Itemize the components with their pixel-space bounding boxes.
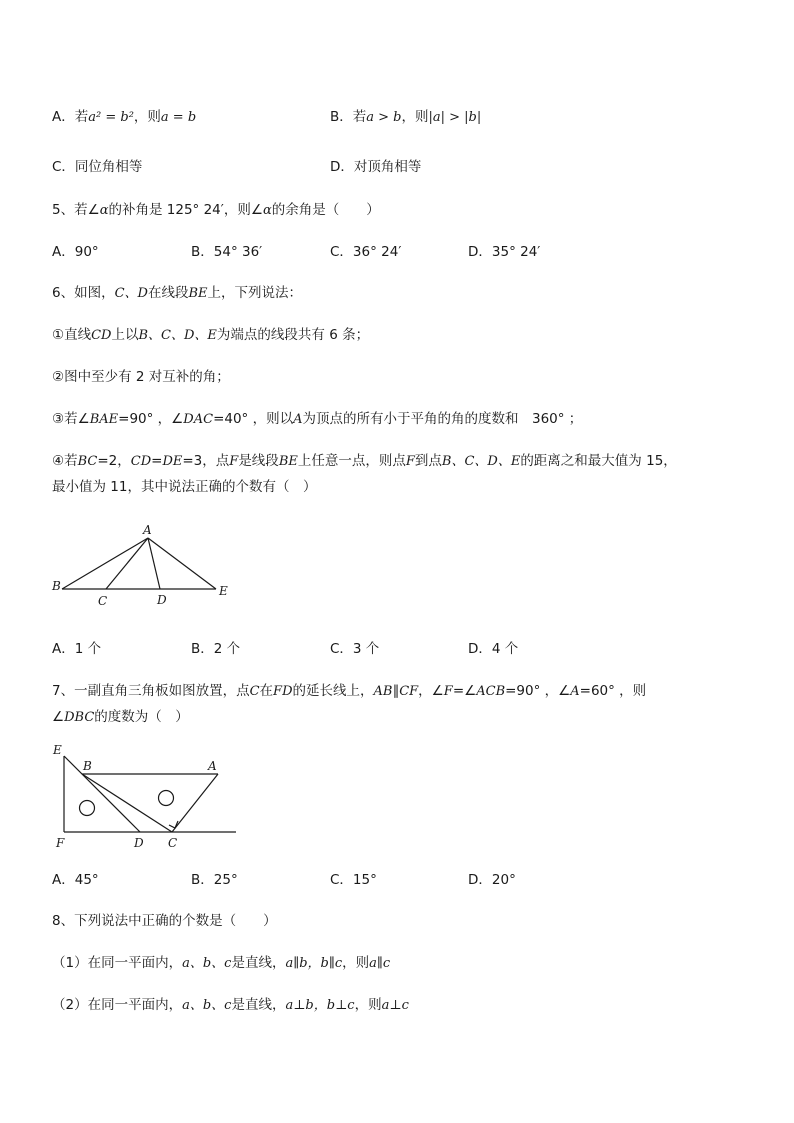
q4-option-a-label: A．若: [52, 109, 89, 125]
q7-stem-b: 在: [259, 683, 274, 699]
q7-a: A: [570, 684, 580, 699]
q6-s4-e: 是线段: [238, 453, 279, 469]
q4-option-b-expr: a > b: [366, 110, 402, 125]
q7-circle-right: [159, 791, 174, 806]
q6-be: BE: [188, 286, 208, 301]
q4-option-b-result: |a| > |b|: [428, 110, 482, 125]
q7-dbc: DBC: [64, 710, 95, 725]
q5-option-d: D．35° 24′: [468, 244, 541, 260]
q7-c: C: [249, 684, 260, 699]
q6-s1-cd: CD: [91, 328, 112, 343]
q6-s3-b: =90° ，∠: [118, 411, 184, 427]
q6-s4-d: =3，点: [182, 453, 230, 469]
q5-var2: α: [262, 203, 272, 218]
q7-stem-e: =∠: [452, 683, 477, 699]
q6-stem-a: 6、如图，: [52, 285, 115, 301]
q8-s1-f: a∥c: [369, 956, 391, 971]
q4-option-a-result: a = b: [160, 110, 197, 125]
q5-stem-b: 的补角是 125° 24′，则∠: [108, 202, 263, 218]
q6-s4-a: ④若: [52, 453, 78, 469]
q6-segment-ab: [62, 538, 148, 589]
q6-label-c: C: [98, 594, 108, 608]
q8-s1-c: 是直线，: [231, 955, 286, 971]
q7-stem-a: 7、一副直角三角板如图放置，点: [52, 683, 250, 699]
q6-segment-ac: [106, 538, 148, 589]
q8-s1-d: a∥b，b∥c: [285, 956, 343, 971]
q4-option-d: D．对顶角相等: [330, 159, 422, 175]
q6-s3-a: ③若∠: [52, 411, 90, 427]
q8-s1-b: a、b、c: [182, 956, 232, 971]
q6-s4-F: F: [405, 454, 415, 469]
q6-s1-b: 上以: [111, 327, 139, 343]
q6-statement-2: ②图中至少有 2 对互补的角；: [52, 369, 230, 385]
q8-statement-2: [52, 996, 409, 1015]
q7-label-d: D: [134, 836, 144, 850]
q6-label-e: E: [219, 584, 228, 598]
q6-s4-f2: 上任意一点，则点: [297, 453, 406, 469]
q7-stem-g: =60° ，则: [579, 683, 647, 699]
q5-option-b: B．54° 36′: [191, 244, 263, 260]
q6-statement-4: [52, 452, 677, 471]
q7-stem: [52, 682, 646, 701]
q5-var: α: [99, 203, 109, 218]
q4-option-a-expr: a² = b²: [88, 110, 134, 125]
q6-option-c: C．3 个: [330, 641, 380, 657]
q7-cf: CF: [399, 684, 419, 699]
q8-s2-d: a⊥b，b⊥c: [285, 998, 355, 1013]
q7-segment-ed: [64, 756, 140, 832]
q7-label-a: A: [208, 759, 217, 773]
q7-stem-f: =90° ，∠: [505, 683, 571, 699]
q6-s1-a: ①直线: [52, 327, 92, 343]
q6-s4-g: 到点: [414, 453, 442, 469]
q7-label-b: B: [83, 759, 92, 773]
q7-option-a: A．45°: [52, 872, 99, 888]
q7-parallel: ∥: [392, 683, 400, 699]
q6-s3-bae: BAE: [89, 412, 119, 427]
q5-option-a: A．90°: [52, 244, 99, 260]
q7-option-d: D．20°: [468, 872, 516, 888]
q7-circle-left: [80, 801, 95, 816]
q7-fd: FD: [273, 684, 293, 699]
q7-line2-b: 的度数为（ ）: [94, 709, 189, 725]
q6-s4-f: F: [229, 454, 239, 469]
q6-s4-bc: BC: [77, 454, 98, 469]
q6-s4-be: BE: [278, 454, 298, 469]
q7-acb: ACB: [476, 684, 506, 699]
q8-s2-e: ，则: [354, 997, 382, 1013]
q7-line2-a: ∠: [52, 709, 65, 725]
q6-option-a: A．1 个: [52, 641, 102, 657]
q8-s2-f: a⊥c: [381, 998, 409, 1013]
q6-s4-b: =2，: [97, 453, 131, 469]
q6-label-b: B: [52, 579, 61, 593]
q8-s2-a: （2）在同一平面内，: [52, 997, 183, 1013]
q6-stem-c: 上，下列说法：: [207, 285, 303, 301]
q6-s4-c: =: [151, 453, 163, 469]
q7-ab: AB: [373, 684, 393, 699]
q6-s3-vertex: A: [293, 412, 303, 427]
q6-s1-points: B、C、D、E: [138, 328, 217, 343]
q8-s2-b: a、b、c: [182, 998, 232, 1013]
q8-s1-a: （1）在同一平面内，: [52, 955, 183, 971]
q4-option-b-sep: ，则: [401, 109, 429, 125]
q7-stem-d: ，∠: [418, 683, 444, 699]
q6-s4-de: DE: [162, 454, 183, 469]
q6-s3-d: 为顶点的所有小于平角的角的度数和 360° ；: [302, 411, 583, 427]
q6-statement-4-line2: 最小值为 11，其中说法正确的个数有（ ）: [52, 479, 317, 495]
q6-stem-b: 在线段: [147, 285, 189, 301]
q6-label-a: A: [143, 523, 152, 537]
q5-stem-c: 的余角是（ ）: [271, 202, 380, 218]
q7-option-b: B．25°: [191, 872, 238, 888]
q6-s4-cd: CD: [130, 454, 152, 469]
q7-stem-line2: [52, 708, 189, 727]
q4-option-a: [52, 108, 196, 127]
q8-statement-1: [52, 954, 390, 973]
q7-label-f: F: [56, 836, 65, 850]
q7-figure: [48, 740, 248, 855]
q4-option-b-label: B．若: [330, 109, 367, 125]
q7-f: F: [443, 684, 453, 699]
q8-s1-e: ，则: [342, 955, 370, 971]
q7-stem-c: 的延长线上，: [292, 683, 374, 699]
q7-segment-ca: [172, 774, 218, 832]
q6-s4-points: B、C、D、E: [441, 454, 521, 469]
q6-s4-h: 的距离之和最大值为 15，: [520, 453, 677, 469]
q4-option-b: [330, 108, 481, 127]
q8-stem: 8、下列说法中正确的个数是（ ）: [52, 913, 277, 929]
q5-stem-a: 5、若∠: [52, 202, 100, 218]
q4-option-a-sep: ，则: [133, 109, 161, 125]
q6-label-d: D: [157, 593, 167, 607]
q4-option-c: C．同位角相等: [52, 159, 143, 175]
q6-s1-c: 为端点的线段共有 6 条；: [216, 327, 370, 343]
q6-statement-1: [52, 326, 369, 345]
q8-s2-c: 是直线，: [231, 997, 286, 1013]
q7-label-c: C: [168, 836, 178, 850]
q5-option-c: C．36° 24′: [330, 244, 402, 260]
q6-stem: [52, 284, 302, 303]
q6-option-b: B．2 个: [191, 641, 241, 657]
q5-stem: [52, 201, 380, 220]
q6-cd: C、D: [114, 286, 148, 301]
q6-figure: [48, 520, 238, 610]
q6-s3-c: =40° ，则以: [213, 411, 294, 427]
q6-option-d: D．4 个: [468, 641, 519, 657]
q7-label-e: E: [53, 743, 62, 757]
q7-segment-bc: [82, 774, 172, 832]
q6-statement-3: [52, 410, 582, 429]
q6-s3-dac: DAC: [183, 412, 214, 427]
q7-option-c: C．15°: [330, 872, 377, 888]
